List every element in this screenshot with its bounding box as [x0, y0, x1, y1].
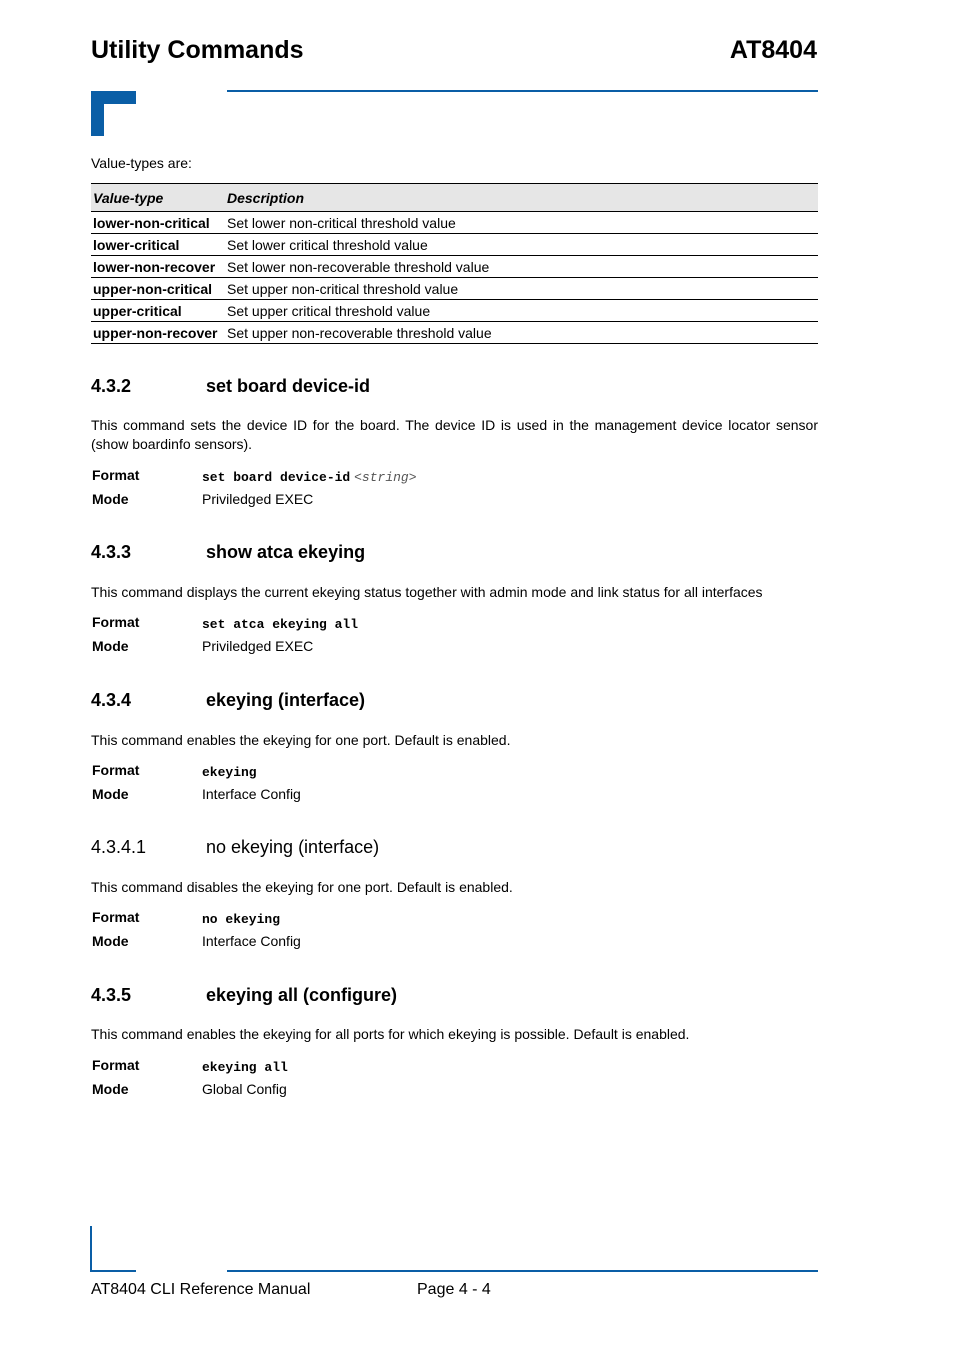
- section-number: 4.3.5: [91, 985, 132, 1005]
- mode-label: Mode: [92, 786, 129, 802]
- section-title: show atca ekeying: [206, 542, 366, 562]
- description-cell: Set upper critical threshold value: [225, 300, 818, 322]
- format-argument: <string>: [354, 470, 417, 485]
- section-description: This command disables the ekeying for one port. Default is enabled.: [91, 879, 513, 895]
- table-row: [91, 322, 818, 344]
- table-row: [91, 212, 818, 234]
- table-row: [91, 234, 818, 256]
- table-header-row: [91, 184, 818, 212]
- table-row: [91, 256, 818, 278]
- mode-label: Mode: [92, 933, 129, 949]
- mode-value: Interface Config: [202, 786, 301, 802]
- description-cell: Set lower critical threshold value: [225, 234, 818, 256]
- footer-corner-horizontal: [90, 1270, 136, 1272]
- format-command: ekeying: [202, 765, 257, 780]
- section-title: no ekeying (interface): [206, 837, 380, 857]
- section-title: set board device-id: [206, 376, 371, 396]
- section-title: ekeying (interface): [206, 690, 366, 710]
- format-label: Format: [92, 614, 140, 630]
- value-type-cell: lower-non-critical: [91, 212, 225, 234]
- mode-value: Priviledged EXEC: [202, 638, 314, 654]
- corner-mark-vertical: [91, 91, 104, 136]
- format-command: ekeying all: [202, 1060, 288, 1075]
- page-header-model: AT8404: [729, 36, 817, 64]
- section-description: This command displays the current ekeying status together with admin mode and link status for all interfaces: [91, 584, 763, 600]
- format-command: set board device-id: [202, 470, 351, 485]
- value-type-cell: upper-non-critical: [91, 278, 225, 300]
- section-description: This command sets the device ID for the board. The device ID is used in the management device locator sensor (show boardinfo sensors).: [91, 417, 818, 452]
- mode-label: Mode: [92, 1081, 129, 1097]
- section-description: This command enables the ekeying for one port. Default is enabled.: [91, 732, 511, 748]
- format-value: [202, 1058, 288, 1075]
- format-label: Format: [92, 1057, 140, 1073]
- mode-label: Mode: [92, 638, 129, 654]
- description-cell: Set upper non-recoverable threshold value: [225, 322, 818, 344]
- footer-corner-vertical: [90, 1226, 92, 1272]
- mode-value: Priviledged EXEC: [202, 491, 314, 507]
- table-row: [91, 300, 818, 322]
- column-header-value-type: Value-type: [91, 184, 225, 212]
- section-number: 4.3.3: [91, 542, 132, 562]
- column-header-description: Description: [225, 184, 818, 212]
- mode-label: Mode: [92, 491, 129, 507]
- format-value: [202, 468, 417, 485]
- format-label: Format: [92, 909, 140, 925]
- table-row: [91, 278, 818, 300]
- value-type-cell: upper-non-recover: [91, 322, 225, 344]
- value-types-table: [91, 183, 818, 344]
- format-value: [202, 763, 257, 780]
- section-number: 4.3.4.1: [91, 837, 147, 857]
- description-cell: Set lower non-critical threshold value: [225, 212, 818, 234]
- mode-value: Interface Config: [202, 933, 301, 949]
- format-value: [202, 615, 358, 632]
- footer-page-number: Page 4 - 4: [417, 1281, 491, 1298]
- description-cell: Set upper non-critical threshold value: [225, 278, 818, 300]
- section-title: ekeying all (configure): [206, 985, 398, 1005]
- value-type-cell: upper-critical: [91, 300, 225, 322]
- format-command: set atca ekeying all: [202, 617, 359, 632]
- section-number: 4.3.2: [91, 376, 132, 396]
- format-label: Format: [92, 467, 140, 483]
- footer-manual-title: AT8404 CLI Reference Manual: [91, 1281, 311, 1298]
- header-rule: [227, 90, 818, 92]
- description-cell: Set lower non-recoverable threshold value: [225, 256, 818, 278]
- section-number: 4.3.4: [91, 690, 132, 710]
- value-types-intro: Value-types are:: [91, 155, 192, 171]
- format-value: [202, 910, 280, 927]
- page-header-title: Utility Commands: [91, 36, 304, 64]
- value-type-cell: lower-non-recover: [91, 256, 225, 278]
- format-label: Format: [92, 762, 140, 778]
- footer-rule: [227, 1270, 818, 1272]
- section-description: This command enables the ekeying for all ports for which ekeying is possible. Default is enabled.: [91, 1026, 690, 1042]
- format-command: no ekeying: [202, 912, 281, 927]
- mode-value: Global Config: [202, 1081, 287, 1097]
- value-type-cell: lower-critical: [91, 234, 225, 256]
